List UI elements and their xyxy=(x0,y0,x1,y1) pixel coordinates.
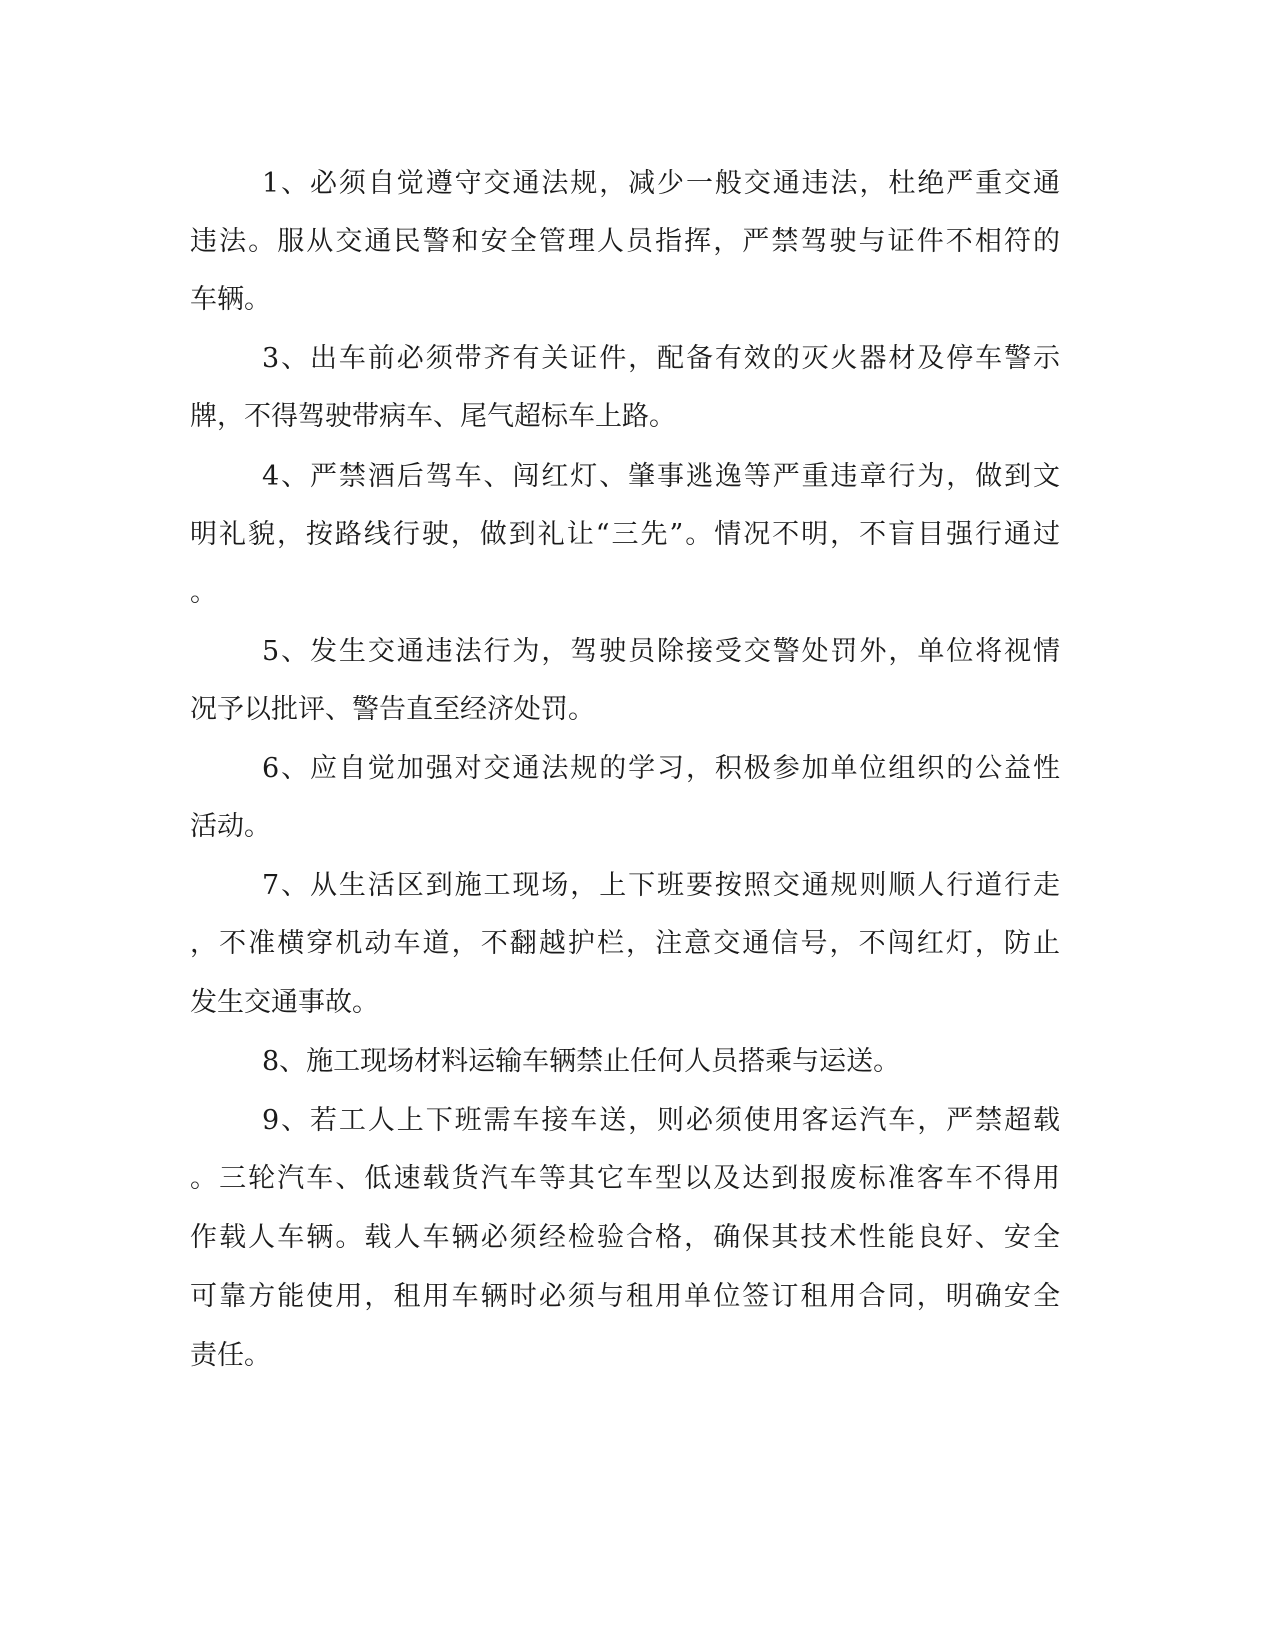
paragraph-4-line-2: 明礼貌，按路线行驶，做到礼让“三先”。情况不明，不盲目强行通过 xyxy=(190,519,1060,550)
paragraph-9-line-2: 。三轮汽车、低速载货汽车等其它车型以及达到报废标准客车不得用 xyxy=(190,1163,1060,1194)
paragraph-5-line-1: 5、发生交通违法行为，驾驶员除接受交警处罚外，单位将视情 xyxy=(262,636,1060,667)
paragraph-7-line-1: 7、从生活区到施工现场，上下班要按照交通规则顺人行道行走 xyxy=(262,870,1060,901)
paragraph-7-line-2: ，不准横穿机动车道，不翻越护栏，注意交通信号，不闯红灯，防止 xyxy=(190,928,1060,959)
paragraph-3-line-1: 3、出车前必须带齐有关证件，配备有效的灭火器材及停车警示 xyxy=(262,343,1060,374)
paragraph-5-line-2: 况予以批评、警告直至经济处罚。 xyxy=(190,694,595,725)
paragraph-1-line-1: 1、必须自觉遵守交通法规，减少一般交通违法，杜绝严重交通 xyxy=(262,168,1060,199)
paragraph-9-line-4: 可靠方能使用，租用车辆时必须与租用单位签订租用合同，明确安全 xyxy=(190,1281,1060,1312)
paragraph-6-line-1: 6、应自觉加强对交通法规的学习，积极参加单位组织的公益性 xyxy=(262,753,1060,784)
paragraph-9-line-1: 9、若工人上下班需车接车送，则必须使用客运汽车，严禁超载 xyxy=(262,1105,1060,1136)
paragraph-4-line-1: 4、严禁酒后驾车、闯红灯、肇事逃逸等严重违章行为，做到文 xyxy=(262,461,1060,492)
paragraph-9-line-5: 责任。 xyxy=(190,1340,271,1371)
paragraph-6-line-2: 活动。 xyxy=(190,811,271,842)
paragraph-8-line-1: 8、施工现场材料运输车辆禁止任何人员搭乘与运送。 xyxy=(262,1046,901,1077)
paragraph-3-line-2: 牌，不得驾驶带病车、尾气超标车上路。 xyxy=(190,401,676,432)
paragraph-7-line-3: 发生交通事故。 xyxy=(190,987,379,1018)
paragraph-9-line-3: 作载人车辆。载人车辆必须经检验合格，确保其技术性能良好、安全 xyxy=(190,1222,1060,1253)
paragraph-1-line-3: 车辆。 xyxy=(190,284,271,315)
paragraph-4-line-3: 。 xyxy=(190,577,217,608)
paragraph-1-line-2: 违法。服从交通民警和安全管理人员指挥，严禁驾驶与证件不相符的 xyxy=(190,226,1060,257)
